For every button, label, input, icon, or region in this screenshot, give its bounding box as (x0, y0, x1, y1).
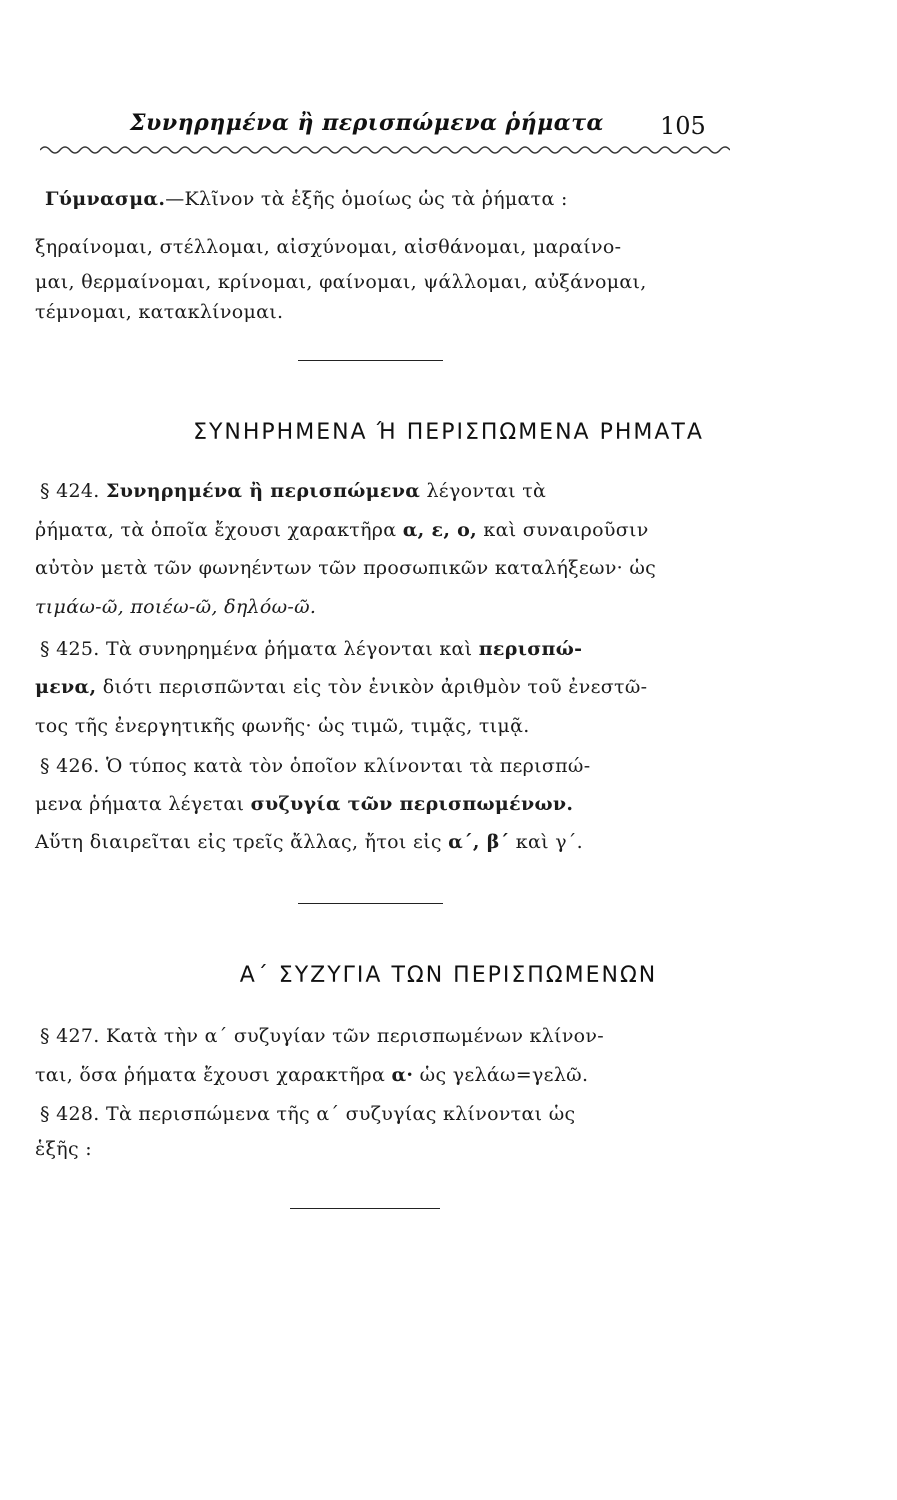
paragraph-426-text: μενα ῥήματα λέγεται (35, 793, 245, 815)
paragraph-426-line-3 (35, 831, 583, 853)
paragraph-424-text: καὶ συναιροῦσιν (483, 519, 649, 541)
paragraph-425-line-3: τος τῆς ἐνεργητικῆς φωνῆς· ὡς τιμῶ, τιμᾷς, τιμᾷ. (35, 715, 530, 737)
exercise-line-1 (45, 188, 568, 210)
conjugation-letters: α΄, β΄ (448, 831, 510, 853)
paragraph-424-line-4: τιμάω-ῶ, ποιέω-ῶ, δηλόω-ῶ. (35, 596, 317, 618)
paragraph-424-line-2 (35, 519, 649, 541)
paragraph-number-424: § 424. (40, 480, 100, 502)
page-number: 105 (660, 112, 706, 140)
character-letter: α· (391, 1064, 414, 1086)
divider-3 (290, 1208, 440, 1209)
paragraph-424-text: λέγονται τὰ (426, 480, 547, 502)
term-perispomena: περισπώ- (478, 638, 583, 660)
paragraph-424-line-1 (40, 480, 546, 502)
paragraph-425-line-1 (40, 638, 582, 660)
paragraph-426-text: καὶ γ΄. (515, 831, 583, 853)
paragraph-426-line-2 (35, 793, 573, 815)
term-syzygia: συζυγία τῶν περισπωμένων. (250, 793, 574, 815)
term-perispomena: μενα, (35, 676, 97, 698)
paragraph-427-text: ὡς γελάω=γελῶ. (419, 1064, 589, 1086)
exercise-line-3: μαι, θερμαίνομαι, κρίνομαι, φαίνομαι, ψάλλομαι, αὐξάνομαι, (35, 271, 647, 293)
paragraph-428-line-1: § 428. Τὰ περισπώμενα τῆς α΄ συζυγίας κλίνονται ὡς (40, 1103, 576, 1125)
paragraph-428-line-2: ἑξῆς : (35, 1138, 92, 1160)
exercise-label: Γύμνασμα. (45, 188, 166, 210)
paragraph-425-line-2 (35, 676, 647, 698)
paragraph-425-text: § 425. Τὰ συνηρημένα ῥήματα λέγονται καὶ (40, 638, 473, 660)
exercise-text: —Κλῖνον τὰ ἑξῆς ὁμοίως ὡς τὰ ῥήματα : (165, 188, 568, 210)
paragraph-425-text: διότι περισπῶνται εἰς τὸν ἑνικὸν ἀριθμὸν τοῦ ἐνεστῶ- (102, 676, 648, 698)
section-heading-2: Α΄ ΣΥΖΥΓΙΑ ΤΩΝ ΠΕΡΙΣΠΩΜΕΝΩΝ (239, 963, 658, 988)
paragraph-424-line-3: αὐτὸν μετὰ τῶν φωνηέντων τῶν προσωπικῶν καταλήξεων· ὡς (35, 557, 657, 579)
exercise-line-2: ξηραίνομαι, στέλλομαι, αἰσχύνομαι, αἰσθάνομαι, μαραίνο- (35, 236, 622, 258)
paragraph-427-line-1: § 427. Κατὰ τὴν α΄ συζυγίαν τῶν περισπωμένων κλίνον- (40, 1025, 604, 1047)
section-heading-1: ΣΥΝΗΡΗΜΕΝΑ Ή ΠΕΡΙΣΠΩΜΕΝΑ ΡΗΜΑΤΑ (193, 420, 704, 445)
paragraph-424-text: ῥήματα, τὰ ὁποῖα ἔχουσι χαρακτῆρα (35, 519, 397, 541)
exercise-line-4: τέμνομαι, κατακλίνομαι. (35, 301, 284, 323)
paragraph-426-text: Αὕτη διαιρεῖται εἰς τρεῖς ἄλλας, ἤτοι εἰς (35, 831, 442, 853)
character-letters: α, ε, ο, (402, 519, 478, 541)
paragraph-426-line-1: § 426. Ὁ τύπος κατὰ τὸν ὁποῖον κλίνονται τὰ περισπώ- (40, 755, 591, 777)
header-wavy-rule (40, 142, 730, 158)
divider-2 (298, 903, 443, 904)
divider-1 (298, 360, 443, 361)
paragraph-427-text: ται, ὅσα ῥήματα ἔχουσι χαρακτῆρα (35, 1064, 386, 1086)
running-title: Συνηρημένα ἢ περισπώμενα ῥήματα (130, 110, 604, 136)
paragraph-427-line-2 (35, 1064, 588, 1086)
term-synirimena: Συνηρημένα ἢ περισπώμενα (106, 480, 421, 502)
